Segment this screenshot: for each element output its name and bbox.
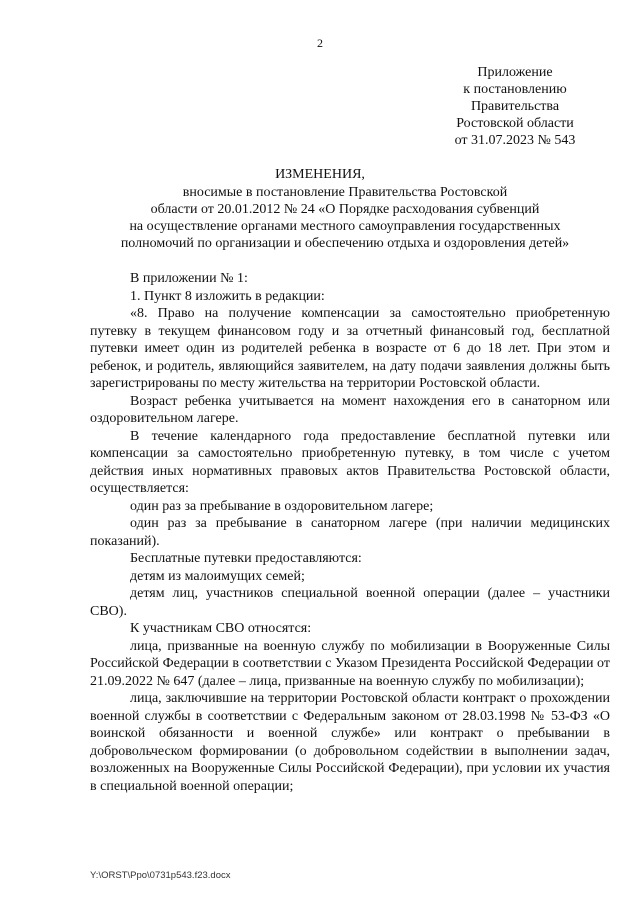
- appendix-line: Приложение: [477, 65, 553, 80]
- paragraph: В приложении № 1:: [130, 271, 248, 286]
- document-subtitle: [80, 184, 610, 252]
- subtitle-line: вносимые в постановление Правительства Ростовской: [182, 185, 508, 200]
- appendix-line: к постановлению: [463, 82, 567, 97]
- paragraph: детям из малоимущих семей;: [130, 568, 305, 584]
- paragraph: лица, заключившие на территории Ростовской области контракт о прохождении военной службы в соответствии с Федеральным законом от 28.03.1998 № 53-ФЗ «О воинской обязанности и военной службе» или контракт о пребывании в добровольческом формировании (о добровольном содействии в выполнении задач, возложенных на Вооруженные Силы Российской Федерации), при условии их участия в специальной военной операции;: [90, 691, 610, 794]
- appendix-line: Ростовской области: [456, 116, 574, 131]
- document-body: [90, 270, 610, 795]
- paragraph: 1. Пункт 8 изложить в редакции:: [130, 288, 325, 304]
- paragraph: «8. Право на получение компенсации за самостоятельно приобретенную путевку в текущем финансовом году и за отчетный финансовый год, бесплатной путевки имеет один из родителей ребенка в возрасте от 6 до 18 лет. При этом и ребенок, и родитель, являющийся заявителем, на дату подачи заявления должны быть зарегистрированы по месту жительства на территории Ростовской области.: [90, 306, 610, 391]
- subtitle-line: области от 20.01.2012 № 24 «О Порядке расходования субвенций: [150, 202, 540, 217]
- paragraph: один раз за пребывание в оздоровительном лагере;: [130, 498, 434, 514]
- paragraph: К участникам СВО относятся:: [130, 621, 312, 636]
- paragraph: Бесплатные путевки предоставляются:: [130, 551, 362, 566]
- subtitle-line: полномочий по организации и обеспечению отдыха и оздоровления детей»: [120, 236, 570, 251]
- appendix-block: [440, 64, 590, 149]
- page-number: 2: [317, 36, 323, 50]
- paragraph: лица, призванные на военную службу по мобилизации в Вооруженные Силы Российской Федерации в соответствии с Указом Президента Российской Федерации от 21.09.2022 № 647 (далее – лица, призванные на военную службу по мобилизации);: [90, 638, 610, 689]
- paragraph: Возраст ребенка учитывается на момент нахождения его в санаторном или оздоровительном лагере.: [90, 393, 610, 426]
- appendix-line: от 31.07.2023 № 543: [454, 133, 576, 148]
- paragraph: В течение календарного года предоставление бесплатной путевки или компенсации за самостоятельно приобретенную путевку, в том числе с учетом действия иных нормативных правовых актов Правительства Ростовской области, осуществляется:: [90, 428, 610, 496]
- file-path-footer: Y:\ORST\Ppo\0731p543.f23.docx: [90, 870, 231, 881]
- subtitle-line: на осуществление органами местного самоуправления государственных: [129, 219, 561, 234]
- appendix-line: Правительства: [470, 99, 560, 114]
- document-title: ИЗМЕНЕНИЯ,: [275, 167, 365, 182]
- paragraph: детям лиц, участников специальной военной операции (далее – участники СВО).: [90, 586, 610, 619]
- paragraph: один раз за пребывание в санаторном лагере (при наличии медицинских показаний).: [90, 516, 610, 549]
